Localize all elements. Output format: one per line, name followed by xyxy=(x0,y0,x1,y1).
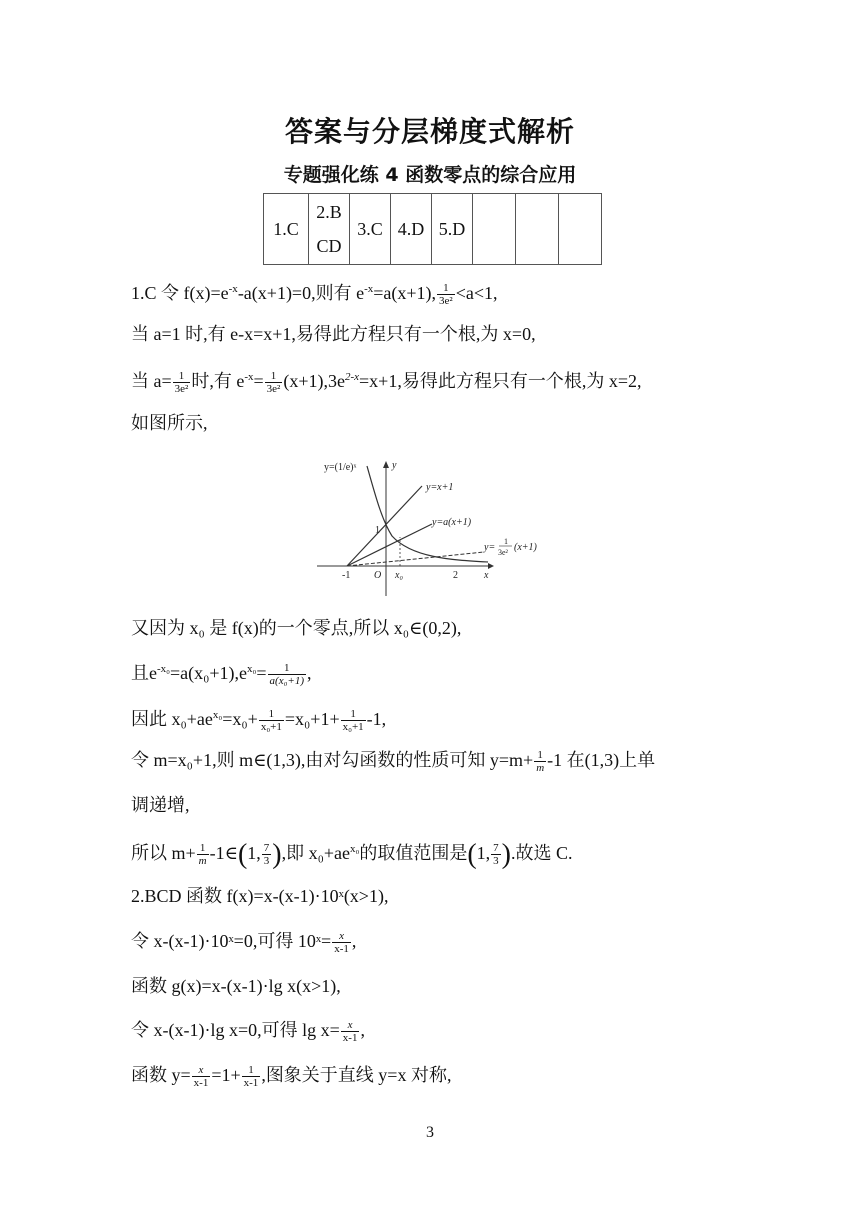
solution-line-3: 当 a= $\frac{1}{\text{3e²}}$ 时,有 $e^{-x}=$ $\frac{1}{\text{3e²}}$ $(x+1),3e^{2-x}=x+1$,易得此方程只有一个根,为 x=2, xyxy=(131,370,642,396)
solution-line-13: 函数 g(x)=x-(x-1)·lg x(x>1), xyxy=(131,976,341,996)
solution-line-1: 1.C 令 $f(x)=e^{-x}-a(x+1)=0$,则有 $e^{-x}=a(x+1)$, $\frac{1}{\text{3e²}}$ <a<1, xyxy=(131,282,498,308)
label-two: 2 xyxy=(453,570,458,581)
answer-cell: 5.D xyxy=(432,194,473,265)
label-line: y=x+1 xyxy=(426,482,454,493)
line-a xyxy=(347,524,432,566)
label-origin: O xyxy=(374,570,382,581)
solution-line-11: 2.BCD 函数 f(x)=x-(x-1)·10ˣ(x>1), xyxy=(131,886,389,906)
solution-line-5: 又因为 x₀ 是 f(x)的一个零点,所以 x₀∈(0,2), xyxy=(131,618,462,638)
label-low-den: 3e² xyxy=(498,548,508,557)
label-x0: x₀ xyxy=(395,570,403,581)
label-low-tail: (x+1) xyxy=(514,542,537,553)
label-exp: y=(1/e)ˣ xyxy=(324,462,357,473)
x-axis-arrow xyxy=(488,563,494,569)
section-subtitle: 专题强化练 4 函数零点的综合应用 xyxy=(283,164,577,186)
solution-line-6: 且$e^{-x_0}=a(x_0+1),e^{x_0}=$ $\frac{1}{\text{a(x₀+1)}}$ , xyxy=(131,662,312,688)
solution-line-12: 令 x-(x-1)·10ˣ=0,可得 10ˣ= $\frac{x}{x-1}$ , xyxy=(131,930,357,956)
solution-line-10: 所以 m+ $\frac{1}{m}$ -1∈(1, $\frac{7}{3}$ ),即 $x_0+ae^{x_0}$的取值范围是(1, $\frac{7}{3}$ ).故选 C. xyxy=(131,838,573,870)
solution-line-8: 令 m=x₀+1,则 m∈(1,3),由对勾函数的性质可知 y=m+ $\frac{1}{m}$ -1 在(1,3)上单 xyxy=(131,749,656,775)
label-neg-one: -1 xyxy=(342,570,351,581)
label-low-num: 1 xyxy=(504,537,508,546)
page-title: 答案与分层梯度式解析 xyxy=(284,115,575,148)
answer-cell: 4.D xyxy=(391,194,432,265)
answer-cell xyxy=(516,194,559,265)
y-axis-arrow xyxy=(383,461,389,468)
answer-cell xyxy=(559,194,602,265)
line-low xyxy=(347,552,484,566)
label-one: 1 xyxy=(375,525,380,536)
solution-line-15: 函数 y= $\frac{x}{x-1}$ =1+ $\frac{1}{x-1}$ ,图象关于直线 y=x 对称, xyxy=(131,1064,452,1090)
solution-line-2: 当 a=1 时,有 e-x=x+1,易得此方程只有一个根,为 x=0, xyxy=(131,324,536,344)
label-y-axis: y xyxy=(392,460,397,471)
answer-table xyxy=(263,193,602,265)
answer-cell xyxy=(473,194,516,265)
line-x-plus-1 xyxy=(347,486,422,566)
label-low: y= xyxy=(484,542,496,553)
label-a: y=a(x+1) xyxy=(432,517,472,528)
label-x-axis: x xyxy=(484,570,489,581)
solution-line-4: 如图所示, xyxy=(131,413,208,433)
answer-cell: 1.C xyxy=(264,194,309,265)
function-graph xyxy=(312,448,552,598)
solution-line-7: 因此 $x_0+ae^{x_0}=x_0+$ $\frac{1}{\text{x₀+1}}$ =x₀+1+ $\frac{1}{\text{x₀+1}}$ -1, xyxy=(131,708,387,734)
answer-cell: 3.C xyxy=(350,194,391,265)
solution-line-14: 令 x-(x-1)·lg x=0,可得 lg x= $\frac{x}{x-1}$ , xyxy=(131,1019,365,1045)
solution-line-9: 调递增, xyxy=(131,795,190,815)
page-number: 3 xyxy=(426,1124,434,1141)
answer-cell: 2.B CD xyxy=(309,194,350,265)
